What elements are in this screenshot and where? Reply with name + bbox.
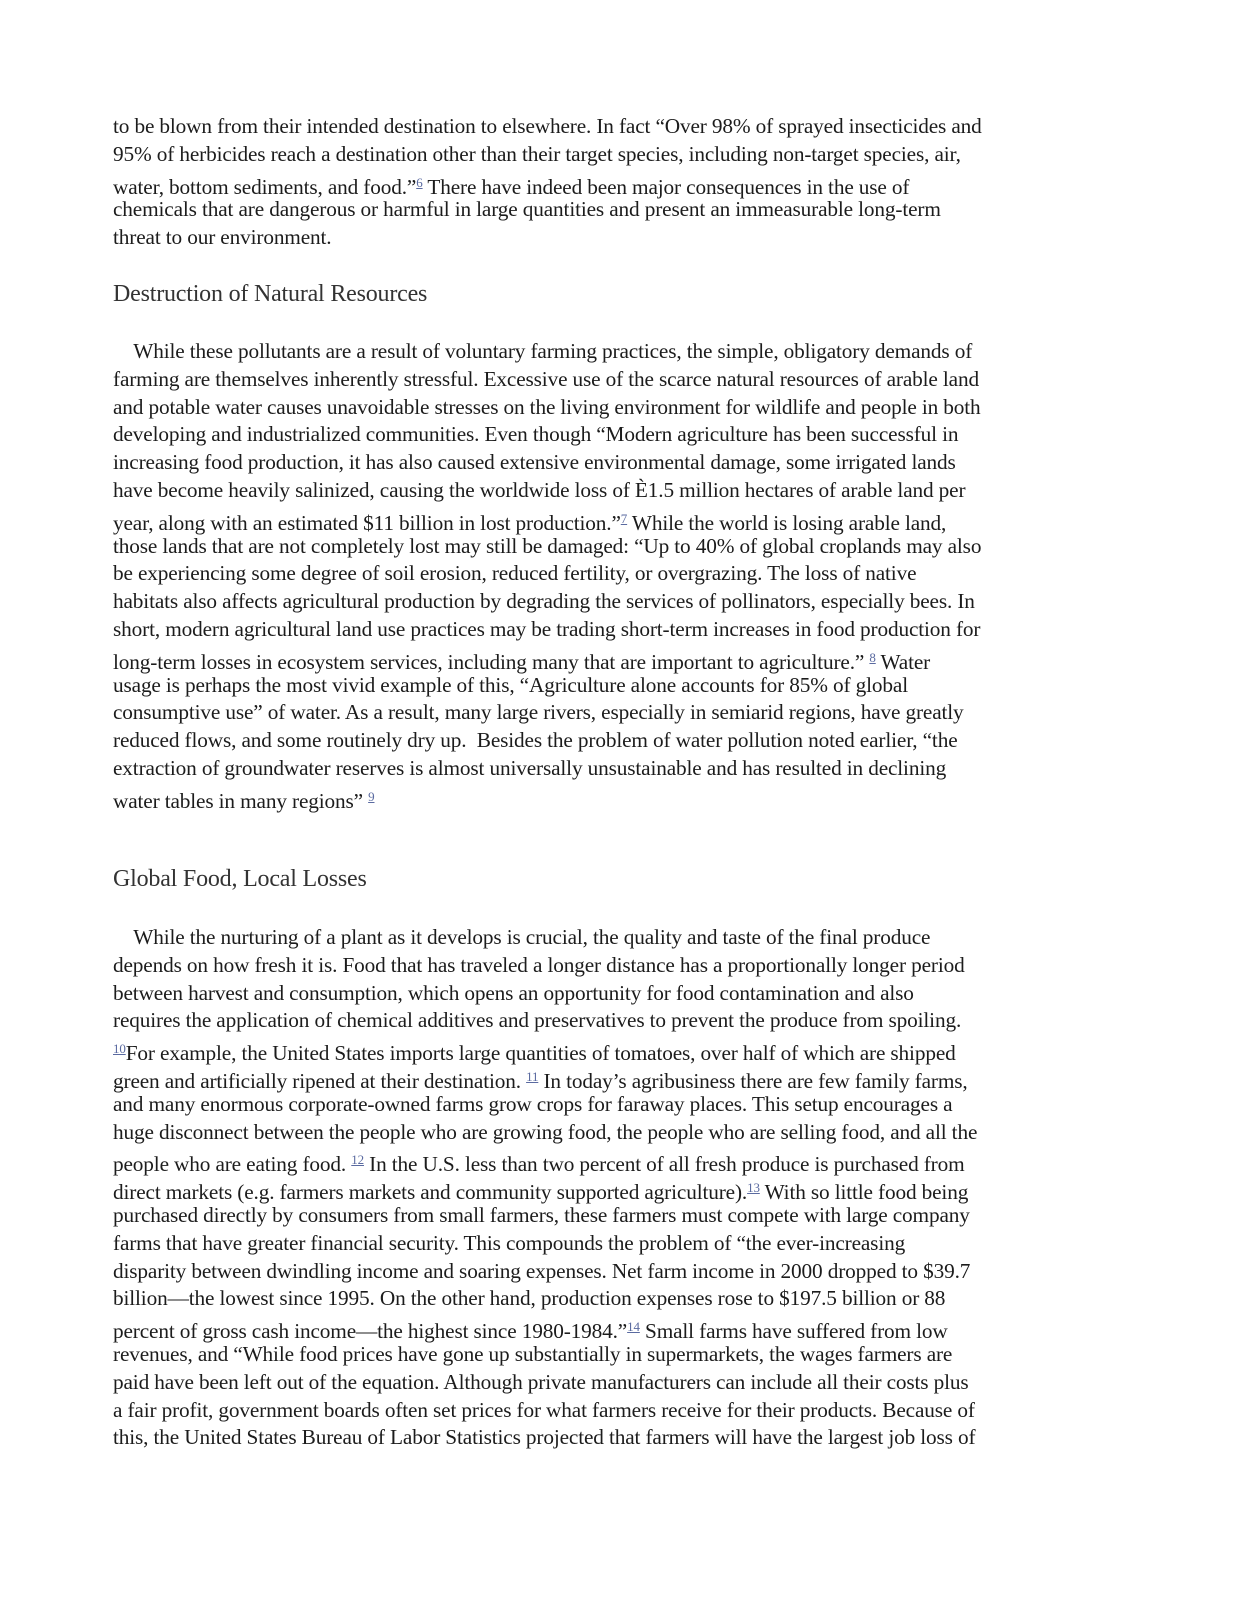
footnote-link[interactable]: 6 (416, 174, 423, 190)
footnote-link[interactable]: 10 (113, 1041, 126, 1057)
footnote-link[interactable]: 14 (627, 1319, 640, 1335)
text-line (113, 1174, 977, 1205)
text-run: be experiencing some degree of soil erosion, reduced fertility, or overgrazing. The loss of native (113, 561, 917, 586)
text-line (113, 477, 981, 505)
text-run: green and artificially ripened at their destination. (113, 1068, 527, 1093)
text-line (113, 699, 981, 727)
text-line (113, 1369, 977, 1397)
text-line (113, 1230, 977, 1258)
text-line (113, 952, 977, 980)
text-run: purchased directly by consumers from small farmers, these farmers must compete with large company (113, 1202, 970, 1227)
text-run: this, the United States Bureau of Labor Statistics projected that farmers will have the largest job loss of (113, 1425, 976, 1450)
text-line (113, 1007, 977, 1035)
footnote-link[interactable]: 8 (869, 649, 876, 665)
text-run: long-term losses in ecosystem services, including many that are important to agriculture.” (113, 649, 870, 674)
text-line (113, 1119, 977, 1147)
text-run: people who are eating food. (113, 1152, 352, 1177)
paragraph-natural-resources (113, 338, 981, 811)
footnote-link[interactable]: 7 (620, 510, 628, 526)
text-line (113, 1397, 977, 1425)
text-run: increasing food production, it has also caused extensive environmental damage, some irrigated lands (113, 450, 956, 475)
text-run: revenues, and “While food prices have gone up substantially in supermarkets, the wages farmers are (113, 1341, 953, 1366)
footnote-link[interactable]: 12 (351, 1152, 364, 1168)
text-run: There have indeed been major consequences in the use of (422, 174, 910, 199)
text-run: While the world is losing arable land, (627, 510, 947, 535)
text-run: requires the application of chemical additives and preservatives to prevent the produce from spoiling. (113, 1008, 962, 1033)
text-run: water tables in many regions” (113, 788, 369, 813)
text-run: billion—the lowest since 1995. On the other hand, production expenses rose to $197.5 billion or 88 (113, 1286, 946, 1311)
text-run: direct markets (e.g. farmers markets and community supported agriculture). (113, 1180, 748, 1205)
text-run: In today’s agribusiness there are few family farms, (538, 1068, 968, 1093)
text-run: huge disconnect between the people who are growing food, the people who are selling food, and all the (113, 1119, 978, 1144)
text-run: year, along with an estimated $11 billion in lost production.” (113, 510, 621, 535)
text-run: In the U.S. less than two percent of all fresh produce is purchased from (363, 1152, 965, 1177)
text-line (113, 113, 982, 141)
text-run: disparity between dwindling income and soaring expenses. Net farm income in 2000 dropped to $39.7 (113, 1258, 971, 1283)
text-run: short, modern agricultural land use practices may be trading short-term increases in food production for (113, 616, 981, 641)
text-run: farms that have greater financial security. This compounds the problem of “the ever-increasing (113, 1230, 906, 1255)
section-heading-global-food: Global Food, Local Losses (113, 866, 367, 892)
text-line (113, 1091, 977, 1119)
text-line (113, 1146, 977, 1177)
text-run: consumptive use” of water. As a result, many large rivers, especially in semiarid regions, have greatly (113, 700, 964, 725)
text-run: With so little food being (759, 1180, 969, 1205)
text-line (113, 672, 981, 700)
text-run: paid have been left out of the equation. Although private manufacturers can include all their costs plus (113, 1369, 969, 1394)
text-run: habitats also affects agricultural production by degrading the services of pollinators, especially bees. In (113, 589, 975, 614)
text-line (113, 924, 977, 952)
footnote-link[interactable]: 13 (747, 1180, 760, 1196)
text-line (113, 1341, 977, 1369)
text-line (113, 449, 981, 477)
text-line (113, 505, 981, 533)
text-line (113, 196, 982, 224)
text-line (113, 1035, 977, 1066)
text-run: While the nurturing of a plant as it develops is crucial, the quality and taste of the final produce (113, 925, 931, 949)
text-run: For example, the United States imports large quantities of tomatoes, over half of which are shipped (125, 1041, 956, 1066)
text-run: percent of gross cash income—the highest since 1980-1984.” (113, 1319, 628, 1344)
text-run: 95% of herbicides reach a destination other than their target species, including non-target species, air, (113, 141, 961, 166)
text-line (113, 980, 977, 1008)
text-line (113, 616, 981, 644)
text-line (113, 141, 982, 169)
text-run: extraction of groundwater reserves is almost universally unsustainable and has resulted in declining (113, 755, 947, 780)
text-run: between harvest and consumption, which opens an opportunity for food contamination and also (113, 980, 914, 1005)
text-line (113, 1202, 977, 1230)
footnote-link[interactable]: 9 (368, 788, 375, 804)
text-run: Water (875, 649, 931, 674)
text-run: and potable water causes unavoidable stresses on the living environment for wildlife and people in both (113, 394, 981, 419)
paragraph-pesticide-drift (113, 113, 982, 252)
text-line (113, 421, 981, 449)
text-line (113, 588, 981, 616)
text-run: Small farms have suffered from low (639, 1319, 948, 1344)
text-run: chemicals that are dangerous or harmful in large quantities and present an immeasurable long-term (113, 197, 941, 222)
text-run: those lands that are not completely lost may still be damaged: “Up to 40% of global croplands may also (113, 533, 982, 558)
text-line (113, 783, 981, 811)
text-run: farming are themselves inherently stressful. Excessive use of the scarce natural resources of arable land (113, 366, 979, 391)
footnote-link[interactable]: 11 (526, 1068, 539, 1084)
paragraph-global-food (113, 924, 977, 1452)
text-line (113, 169, 982, 197)
text-run: reduced flows, and some routinely dry up. Besides the problem of water pollution noted earlier, “the (113, 728, 958, 753)
section-heading-destruction: Destruction of Natural Resources (113, 281, 428, 307)
text-line (113, 394, 981, 422)
text-line (113, 1424, 977, 1452)
text-run: a fair profit, government boards often set prices for what farmers receive for their products. Because of (113, 1397, 975, 1422)
text-run: to be blown from their intended destination to elsewhere. In fact “Over 98% of sprayed insecticides and (113, 114, 982, 138)
text-line (113, 644, 981, 672)
text-run: and many enormous corporate-owned farms grow crops for faraway places. This setup encourages a (113, 1091, 953, 1116)
text-run: threat to our environment. (113, 225, 332, 250)
text-line (113, 1285, 977, 1313)
text-line (113, 1313, 977, 1344)
text-run: water, bottom sediments, and food.” (113, 174, 417, 199)
text-line (113, 224, 982, 252)
text-line (113, 755, 981, 783)
text-run: While these pollutants are a result of voluntary farming practices, the simple, obligatory demands of (113, 339, 973, 363)
text-line (113, 1258, 977, 1286)
text-line (113, 560, 981, 588)
text-run: have become heavily salinized, causing the worldwide loss of È1.5 million hectares of arable land per (113, 477, 966, 502)
text-run: usage is perhaps the most vivid example of this, “Agriculture alone accounts for 85% of global (113, 672, 908, 697)
text-line (113, 338, 981, 366)
text-run: depends on how fresh it is. Food that has traveled a longer distance has a proportionally longer period (113, 952, 965, 977)
text-line (113, 727, 981, 755)
text-line (113, 366, 981, 394)
text-run: developing and industrialized communities. Even though “Modern agriculture has been successful in (113, 422, 959, 447)
text-line (113, 533, 981, 561)
text-line (113, 1063, 977, 1091)
